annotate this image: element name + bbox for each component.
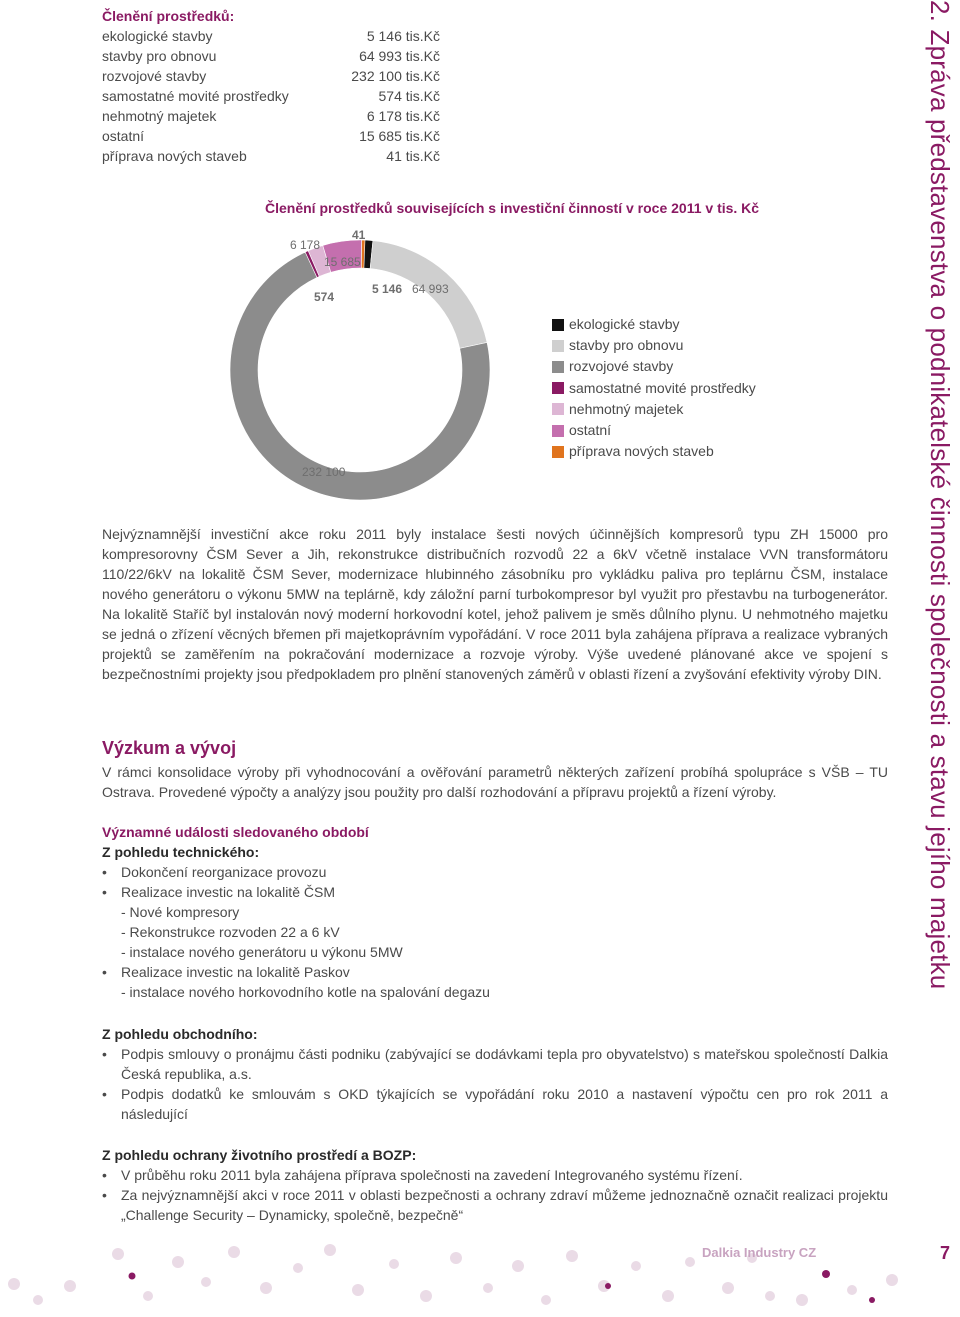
legend-label: nehmotný majetek bbox=[569, 400, 684, 417]
events-title: Významné události sledovaného období bbox=[102, 824, 369, 840]
allocation-label: rozvojové stavby bbox=[102, 68, 207, 84]
environment-item: • V průběhu roku 2011 byla zahájena příprava společnosti na zavedení Integrovaného systému řízení. bbox=[102, 1165, 888, 1185]
donut-label: 574 bbox=[314, 290, 335, 304]
donut-chart bbox=[230, 218, 510, 508]
allocation-value: 5 146 tis.Kč bbox=[366, 28, 440, 44]
legend-item bbox=[552, 356, 756, 377]
technical-list bbox=[102, 862, 888, 1002]
investment-paragraph: Nejvýznamnější investiční akce roku 2011 byly instalace šesti nových účinnějších kompresorů typu ZH 15000 pro kompresorovny ČSM Sever a Jih, rekonstrukce distribučních rozvodů 22 a 6kV včetně instalace VVN transformátoru 110/22/6kV na lokalitě ČSM Sever, modernizace hlubinného zásobníku pro vykládku paliva pro teplárnu ČSM, instalace nového generátoru o výkonu 5MW na teplárně, kdy záložní parní turbokompresor byl využit pro přestavbu na turbogenerátor. Na lokalitě Staříč byl instalován nový moderní horkovodní kotel, jehož palivem je směs důlního plynu. U nehmotného majetku se jedná o zřízení věcných břemen při majetkoprávním vypořádání. V roce 2011 byla zahájena příprava a realizace vybraných projektů se zaměřením na pokračování modernizace a rozvoje výroby. Výše uvedené plánované akce ve spojení s bezpečnostními projekty jsou předpokladem pro plnění stanovených záměrů v oblasti řízení a zvyšování efektivity výroby DIN. bbox=[102, 526, 888, 682]
allocation-value: 6 178 tis.Kč bbox=[366, 108, 440, 124]
donut-label: 5 146 bbox=[372, 282, 403, 296]
allocation-value: 64 993 tis.Kč bbox=[359, 48, 440, 64]
legend-label: stavby pro obnovu bbox=[569, 337, 684, 354]
commercial-item: • Podpis smlouvy o pronájmu části podniku (zabývající se dodávkami tepla pro obyvatelstvo) s mateřskou společností Dalkia Česká republika, a.s. bbox=[102, 1044, 888, 1084]
allocation-value: 41 tis.Kč bbox=[386, 148, 440, 164]
technical-item: • Realizace investic na lokalitě ČSM bbox=[102, 882, 888, 902]
environment-list bbox=[102, 1165, 888, 1225]
side-section-title: 2. Zpráva představenstva o podnikatelské činnosti společnosti a stavu jejího majetku bbox=[925, 0, 955, 990]
legend-item bbox=[552, 314, 756, 335]
technical-item: • Realizace investic na lokalitě Paskov bbox=[102, 962, 888, 982]
legend-label: rozvojové stavby bbox=[569, 358, 674, 375]
footer-brand: Dalkia Industry CZ bbox=[702, 1245, 817, 1260]
legend-swatch bbox=[552, 425, 564, 437]
commercial-list bbox=[102, 1044, 888, 1124]
allocation-row bbox=[102, 66, 440, 86]
legend-item bbox=[552, 399, 756, 420]
legend-item bbox=[552, 420, 756, 441]
legend-label: samostatné movité prostředky bbox=[569, 379, 756, 396]
donut-label: 232 100 bbox=[302, 465, 346, 479]
research-text: V rámci konsolidace výroby při vyhodnocování a ověřování parametrů některých zařízení probíhá spolupráce s VŠB – TU Ostrava. Provedené výpočty a analýzy jsou použity pro další rozhodování a přípravu projektů a řízení výroby. bbox=[102, 764, 888, 800]
legend-label: příprava nových staveb bbox=[569, 443, 714, 460]
technical-subitem: - instalace nového horkovodního kotle na spalování degazu bbox=[121, 984, 490, 1000]
chart-legend bbox=[552, 314, 756, 462]
research-title: Výzkum a vývoj bbox=[102, 738, 237, 758]
donut-label: 15 685 bbox=[324, 255, 361, 269]
allocation-row bbox=[102, 106, 440, 126]
chart-title: Členění prostředků souvisejících s investiční činností v roce 2011 v tis. Kč bbox=[265, 200, 760, 216]
legend-swatch bbox=[552, 361, 564, 373]
allocation-label: ekologické stavby bbox=[102, 28, 213, 44]
environment-title: Z pohledu ochrany životního prostředí a BOZP: bbox=[102, 1147, 417, 1163]
legend-item bbox=[552, 441, 756, 462]
legend-swatch bbox=[552, 446, 564, 458]
allocation-label: samostatné movité prostředky bbox=[102, 88, 289, 104]
commercial-title: Z pohledu obchodního: bbox=[102, 1026, 258, 1042]
technical-item: • Dokončení reorganizace provozu bbox=[102, 862, 888, 882]
allocation-row bbox=[102, 126, 440, 146]
allocation-row bbox=[102, 146, 440, 166]
technical-subitem: - instalace nového generátoru u výkonu 5MW bbox=[121, 944, 403, 960]
events-section bbox=[102, 822, 888, 1225]
legend-label: ekologické stavby bbox=[569, 316, 680, 332]
allocation-label: nehmotný majetek bbox=[102, 108, 217, 124]
legend-item bbox=[552, 378, 756, 399]
environment-item: • Za nejvýznamnější akci v roce 2011 v oblasti bezpečnosti a ochrany zdraví můžeme jednoznačně označit realizaci projektu „Challenge Security – Dynamicky, společně, bezpečně“ bbox=[102, 1185, 888, 1225]
commercial-item: • Podpis dodatků ke smlouvám s OKD týkajících se vypořádání roku 2010 a nastavení výpočtu cen pro rok 2011 a následující bbox=[102, 1084, 888, 1124]
donut-label: 64 993 bbox=[412, 282, 449, 296]
allocation-row bbox=[102, 86, 440, 106]
allocation-label: stavby pro obnovu bbox=[102, 48, 217, 64]
legend-swatch bbox=[552, 340, 564, 352]
allocation-value: 232 100 tis.Kč bbox=[351, 68, 440, 84]
technical-subitem: - Rekonstrukce rozvoden 22 a 6 kV bbox=[121, 924, 340, 940]
legend-swatch bbox=[552, 403, 564, 415]
legend-swatch bbox=[552, 382, 564, 394]
legend-swatch bbox=[552, 319, 564, 331]
technical-subitem: - Nové kompresory bbox=[121, 904, 240, 920]
donut-label: 6 178 bbox=[290, 238, 321, 252]
legend-label: ostatní bbox=[569, 422, 612, 439]
donut-label: 41 bbox=[352, 228, 366, 242]
allocation-label: příprava nových staveb bbox=[102, 148, 247, 164]
allocation-row bbox=[102, 46, 440, 66]
allocation-label: ostatní bbox=[102, 128, 145, 144]
allocation-rows bbox=[102, 26, 462, 166]
allocation-list bbox=[102, 6, 462, 166]
allocation-title: Členění prostředků: bbox=[102, 8, 235, 24]
legend-item bbox=[552, 335, 756, 356]
technical-title: Z pohledu technického: bbox=[102, 844, 260, 860]
allocation-row bbox=[102, 26, 440, 46]
page-number: 7 bbox=[940, 1243, 951, 1263]
allocation-value: 574 tis.Kč bbox=[378, 88, 440, 104]
allocation-value: 15 685 tis.Kč bbox=[359, 128, 440, 144]
